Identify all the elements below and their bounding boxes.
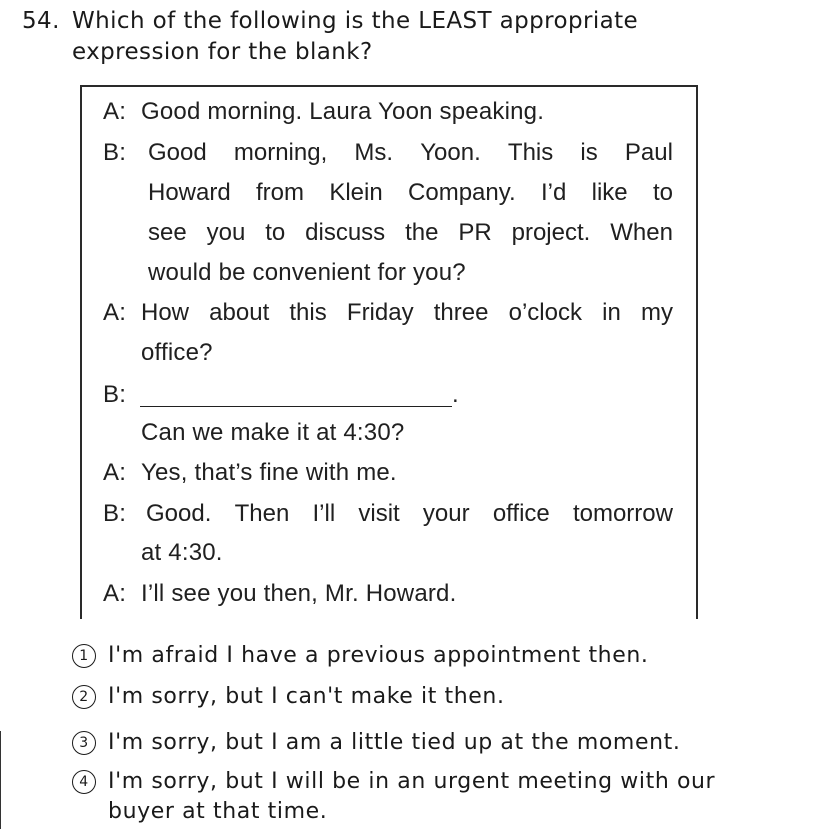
- speaker-label-a: A:: [103, 299, 127, 326]
- word: When: [610, 219, 673, 246]
- word: Friday: [346, 299, 414, 326]
- word: office: [492, 500, 550, 527]
- question-line-1: [22, 6, 638, 37]
- word: in: [602, 299, 621, 326]
- word: I’ll: [312, 500, 336, 527]
- dialogue-line-4: [148, 219, 673, 247]
- speaker-label-b: B:: [103, 500, 127, 527]
- word: visit: [358, 500, 400, 527]
- word: this: [289, 299, 327, 326]
- word: three: [433, 299, 489, 326]
- dialogue-text: Good morning. Laura Yoon speaking.: [141, 98, 545, 125]
- word: morning,: [233, 139, 328, 166]
- word: from: [256, 179, 305, 206]
- option-marker-4: 4: [72, 770, 96, 794]
- word: How: [141, 299, 190, 326]
- word: see: [148, 219, 187, 246]
- word: you: [206, 219, 246, 246]
- option-4-continued: buyer at that time.: [108, 799, 328, 824]
- option-text: I'm sorry, but I am a little tied up at the moment.: [108, 730, 681, 755]
- word: your: [422, 500, 470, 527]
- dialogue-line-10: [103, 459, 397, 487]
- word: to: [265, 219, 286, 246]
- dialogue-line-11: [146, 500, 673, 528]
- dialogue-line-6: [141, 299, 673, 327]
- word: Company.: [408, 179, 516, 206]
- dialogue-line-7: office?: [141, 339, 213, 366]
- dialogue-line-2: [148, 139, 673, 167]
- speaker-label-b: B:: [103, 139, 127, 166]
- dialogue-text: I’ll see you then, Mr. Howard.: [141, 580, 457, 607]
- question-number: 54.: [22, 8, 60, 34]
- margin-rule: [0, 731, 1, 829]
- speaker-label: A:: [103, 98, 127, 125]
- word: to: [652, 179, 673, 206]
- word: PR: [458, 219, 492, 246]
- dialogue-line-13: [103, 580, 456, 608]
- option-marker-3: 3: [72, 731, 96, 755]
- word: like: [591, 179, 628, 206]
- word: This: [507, 139, 554, 166]
- word: the: [405, 219, 439, 246]
- word: tomorrow: [572, 500, 673, 527]
- option-text: I'm sorry, but I can't make it then.: [108, 684, 505, 709]
- word: discuss: [305, 219, 386, 246]
- question-stem: [22, 6, 638, 68]
- dialogue-line-1: [103, 98, 544, 126]
- question-text-line-1: Which of the following is the LEAST appropriate: [72, 8, 639, 34]
- word: project.: [511, 219, 591, 246]
- answer-blank: [140, 406, 452, 407]
- word: I’d: [540, 179, 567, 206]
- word: Klein: [329, 179, 383, 206]
- dialogue-line-12: at 4:30.: [141, 539, 223, 566]
- dialogue-line-5: would be convenient for you?: [148, 259, 466, 286]
- word: Paul: [624, 139, 673, 166]
- option-2[interactable]: [72, 684, 505, 709]
- word: Good.: [146, 500, 212, 527]
- word: Yoon.: [420, 139, 481, 166]
- dialogue-text: Yes, that’s fine with me.: [141, 459, 397, 486]
- option-marker-2: 2: [72, 685, 96, 709]
- option-4[interactable]: [72, 769, 715, 794]
- speaker-label: A:: [103, 580, 127, 607]
- option-marker-1: 1: [72, 644, 96, 668]
- option-3[interactable]: [72, 730, 680, 755]
- word: my: [640, 299, 673, 326]
- question-text-line-2: expression for the blank?: [72, 39, 373, 65]
- dialogue-line-3: [148, 179, 673, 207]
- word: Then: [234, 500, 290, 527]
- speaker-label-b: B:: [103, 381, 127, 408]
- word: Howard: [148, 179, 231, 206]
- word: o’clock: [508, 299, 582, 326]
- option-text: I'm afraid I have a previous appointment then.: [108, 643, 649, 668]
- blank-period: .: [452, 381, 459, 408]
- word: about: [209, 299, 270, 326]
- word: Good: [148, 139, 207, 166]
- speaker-label: A:: [103, 459, 127, 486]
- option-text-line-1: I'm sorry, but I will be in an urgent meeting with our: [108, 769, 716, 794]
- word: is: [580, 139, 598, 166]
- word: Ms.: [354, 139, 394, 166]
- option-1[interactable]: [72, 643, 649, 668]
- dialogue-line-9: Can we make it at 4:30?: [141, 419, 405, 446]
